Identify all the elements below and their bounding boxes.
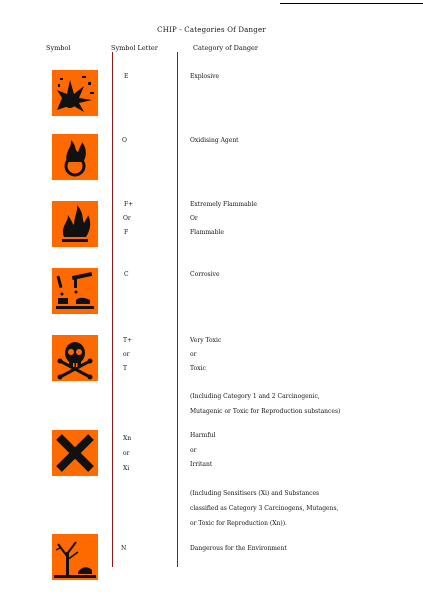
category-or-2: or — [190, 351, 197, 358]
note-harmful-2: classified as Category 3 Carcinogens, Mutagens, — [190, 505, 339, 512]
category-oxidising: Oxidising Agent — [190, 137, 239, 144]
letter-c: C — [124, 271, 129, 278]
letter-xn: Xn — [123, 435, 132, 442]
oxidising-icon — [52, 134, 98, 180]
environment-icon — [52, 534, 98, 580]
harmful-cross-icon — [52, 430, 98, 476]
column-divider-right — [177, 52, 178, 567]
letter-xi: Xi — [123, 465, 130, 472]
letter-f-plus: F+ — [124, 201, 134, 208]
category-corrosive: Corrosive — [190, 271, 220, 278]
header-category: Category of Danger — [193, 44, 258, 52]
header-symbol: Symbol — [46, 44, 71, 52]
note-harmful-3: or Toxic for Reproduction (Xn)). — [190, 520, 287, 527]
flammable-icon — [52, 201, 98, 247]
skull-crossbones-icon — [52, 335, 98, 381]
column-divider-left — [112, 52, 113, 567]
letter-or-3: or — [123, 450, 130, 457]
category-or-3: or — [190, 447, 197, 454]
top-rule — [280, 3, 423, 4]
category-environment: Dangerous for the Environment — [190, 545, 287, 552]
letter-t-plus: T+ — [123, 337, 133, 344]
category-flammable: Flammable — [190, 229, 224, 236]
header-symbol-letter: Symbol Letter — [111, 44, 158, 52]
letter-t: T — [123, 365, 128, 372]
letter-or: Or — [123, 215, 131, 222]
category-harmful: Harmful — [190, 432, 216, 439]
letter-e: E — [124, 73, 129, 80]
category-irritant: Irritant — [190, 461, 213, 468]
letter-n: N — [121, 545, 127, 552]
corrosive-icon — [52, 268, 98, 314]
category-explosive: Explosive — [190, 73, 220, 80]
page-title: CHIP - Categories Of Danger — [157, 26, 266, 34]
category-extremely-flammable: Extremely Flammable — [190, 201, 257, 208]
category-very-toxic: Very Toxic — [190, 337, 222, 344]
letter-f: F — [124, 229, 129, 236]
letter-o: O — [122, 137, 127, 144]
note-toxic-1: (Including Category 1 and 2 Carcinogenic, — [190, 393, 320, 400]
note-harmful-1: (Including Sensitisers (Xi) and Substances — [190, 490, 320, 497]
letter-or-2: or — [123, 351, 130, 358]
category-or: Or — [190, 215, 198, 222]
explosive-icon — [52, 70, 98, 116]
category-toxic: Toxic — [190, 365, 206, 372]
note-toxic-2: Mutagenic or Toxic for Reproduction substances) — [190, 408, 341, 415]
